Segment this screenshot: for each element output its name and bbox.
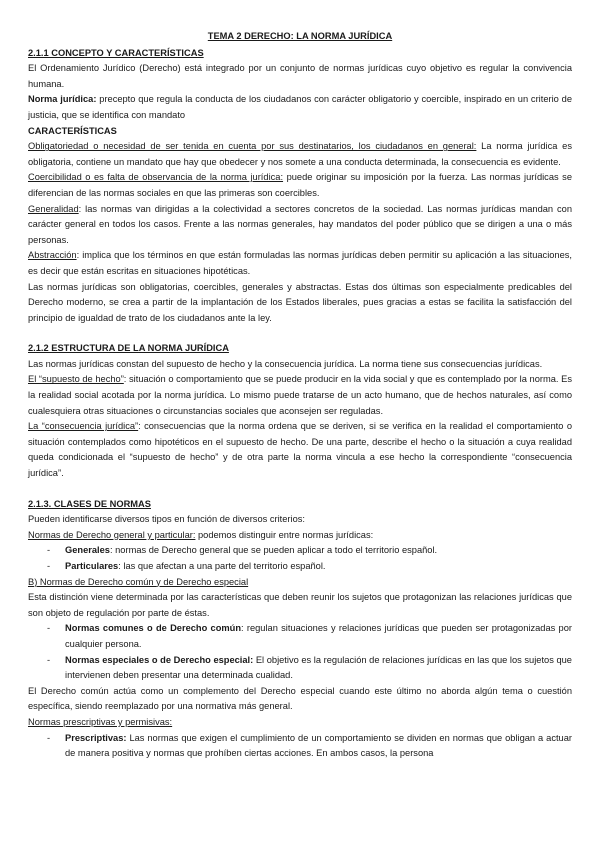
list-item	[28, 621, 572, 652]
term-text: : las normas van dirigidas a la colectividad a sectores concretos de la sociedad. Las normas jurídicas mandan con carácter general en todos los casos. Frente a las normas generales, hay mandatos del poder público que se dirigen a una o más personas.	[28, 203, 572, 245]
term-label: El “supuesto de hecho”	[28, 374, 124, 385]
paragraph-criterios: Pueden identificarse diversos tipos en función de diversos criterios:	[28, 514, 305, 525]
list-item	[28, 559, 572, 575]
item-label: Particulares	[65, 561, 119, 571]
paragraph-general-particular	[28, 528, 572, 544]
term-label: Normas de Derecho general y particular:	[28, 529, 196, 540]
section-heading-concepto: 2.1.1 CONCEPTO Y CARACTERÍSTICAS	[28, 47, 204, 58]
paragraph-ordenamiento: El Ordenamiento Jurídico (Derecho) está integrado por un conjunto de normas jurídicas cuyo objetivo es regular la convivencia humana.	[28, 63, 572, 89]
item-text: El objetivo es la regulación de relaciones jurídicas en las que los sujetos que intervienen deben presentar una determinada cualidad.	[65, 654, 572, 681]
list-comun-especial	[28, 621, 572, 683]
subheading-comun-especial: B) Normas de Derecho común y de Derecho especial	[28, 576, 249, 587]
term-text: podemos distinguir entre normas jurídicas:	[195, 529, 374, 540]
subheading-caracteristicas: CARACTERÍSTICAS	[28, 125, 117, 136]
list-item	[28, 653, 572, 684]
item-label: Normas comunes o de Derecho común	[65, 623, 242, 634]
term-label: La “consecuencia jurídica”	[28, 421, 139, 432]
term-text: precepto que regula la conducta de los ciudadanos con carácter obligatorio y coercible, inspirado en un criterio de justicia, que se identifica con mandato	[28, 94, 572, 120]
item-label: Generales	[65, 545, 110, 556]
term-text: puede originar su imposición por la fuerza. Las normas jurídicas se diferencian de las normas sociales en que las primeras son coercibles.	[28, 172, 573, 198]
list-general-particular	[28, 543, 572, 574]
paragraph-norma-juridica	[28, 92, 572, 123]
term-text: La norma jurídica es obligatoria, contiene un mandato que hay que obedecer y nos somete a una conducta determinada, la consecuencia es evidente.	[28, 141, 572, 167]
paragraph-consecuencia	[28, 419, 572, 481]
paragraph-supuesto-hecho	[28, 372, 572, 419]
paragraph-distincion: Esta distinción viene determinada por las características que deben reunir los sujetos que protagonizan las relaciones jurídicas que son objeto de regulación por parte de éstas.	[28, 592, 572, 618]
paragraph-resumen: Las normas jurídicas son obligatorias, coercibles, generales y abstractas. Estas dos últimas son especialmente predicables del Derecho moderno, se crea a partir de la implantación de los Estados liberales, pues gracias a estas se facilita la satisfacción del principio de igualdad de trato de los ciudadanos ante la ley.	[28, 281, 572, 323]
term-text: : consecuencias que la norma ordena que se deriven, si se verifica en la realidad el comportamiento o situación contemplados como hipotéticos en el supuesto de hecho. De una parte, describe el hecho o la situación a cuya realidad queda condicionada el “supuesto de hecho” y de otra parte la norma vincula a ese hecho la correspondiente “consecuencia jurídica”.	[28, 421, 572, 479]
term-label: Norma jurídica:	[28, 94, 97, 105]
term-label: Obligatoriedad o necesidad de ser tenida en cuenta por sus destinatarios, los ciudadanos en general:	[28, 141, 477, 152]
item-text: : las que afectan a una parte del territorio español.	[118, 561, 326, 571]
paragraph-generalidad	[28, 202, 572, 249]
item-label: Prescriptivas:	[65, 732, 127, 743]
section-heading-clases: 2.1.3. CLASES DE NORMAS	[28, 498, 151, 509]
spacer	[28, 482, 572, 497]
item-text: : regulan situaciones y relaciones jurídicas que pueden ser protagonizadas por cualquier persona.	[65, 623, 572, 649]
term-label: Abstracción	[28, 250, 77, 261]
paragraph-derecho-comun: El Derecho común actúa como un complemento del Derecho especial cuando este último no aborda algún tema o cuestión específica, siendo reemplazado por una normativa más general.	[28, 685, 572, 712]
subheading-prescriptivas: Normas prescriptivas y permisivas:	[28, 716, 173, 727]
term-text: : situación o comportamiento que se puede producir en la vida social y que es contemplado por la norma. Es la realidad social acotada por la norma jurídica. Lo mismo puede tratarse de un acto humano, que de hechos naturales, así como cualesquiera otras situaciones o circunstancias sociales que aconsejen ser reguladas.	[28, 374, 572, 416]
list-prescriptivas	[28, 731, 572, 762]
spacer	[28, 326, 572, 341]
paragraph-obligatoriedad	[28, 139, 572, 170]
paragraph-abstraccion	[28, 248, 572, 279]
term-label: Generalidad	[28, 203, 79, 214]
item-text: Las normas que exigen el cumplimiento de un comportamiento se dividen en normas que obligan a actuar de manera positiva y normas que prohíben ciertas acciones. En ambos casos, la persona	[65, 732, 572, 759]
document-title: TEMA 2 DERECHO: LA NORMA JURÍDICA	[207, 31, 393, 41]
paragraph-coercibilidad	[28, 170, 572, 201]
item-label: Normas especiales o de Derecho especial:	[65, 654, 254, 665]
list-item	[28, 543, 572, 559]
item-text: : normas de Derecho general que se pueden aplicar a todo el territorio español.	[109, 545, 438, 556]
list-item	[28, 731, 572, 762]
term-label: Coercibilidad o es falta de observancia de la norma jurídica:	[28, 172, 284, 183]
term-text: : implica que los términos en que están formuladas las normas jurídicas deben permitir su aplicación a las situaciones, es decir que están escritas en situaciones hipotéticas.	[28, 250, 572, 276]
section-heading-estructura: 2.1.2 ESTRUCTURA DE LA NORMA JURÍDICA	[28, 343, 229, 354]
paragraph-estructura: Las normas jurídicas constan del supuesto de hecho y la consecuencia jurídica. La norma tiene sus consecuencias jurídicas.	[28, 358, 543, 369]
